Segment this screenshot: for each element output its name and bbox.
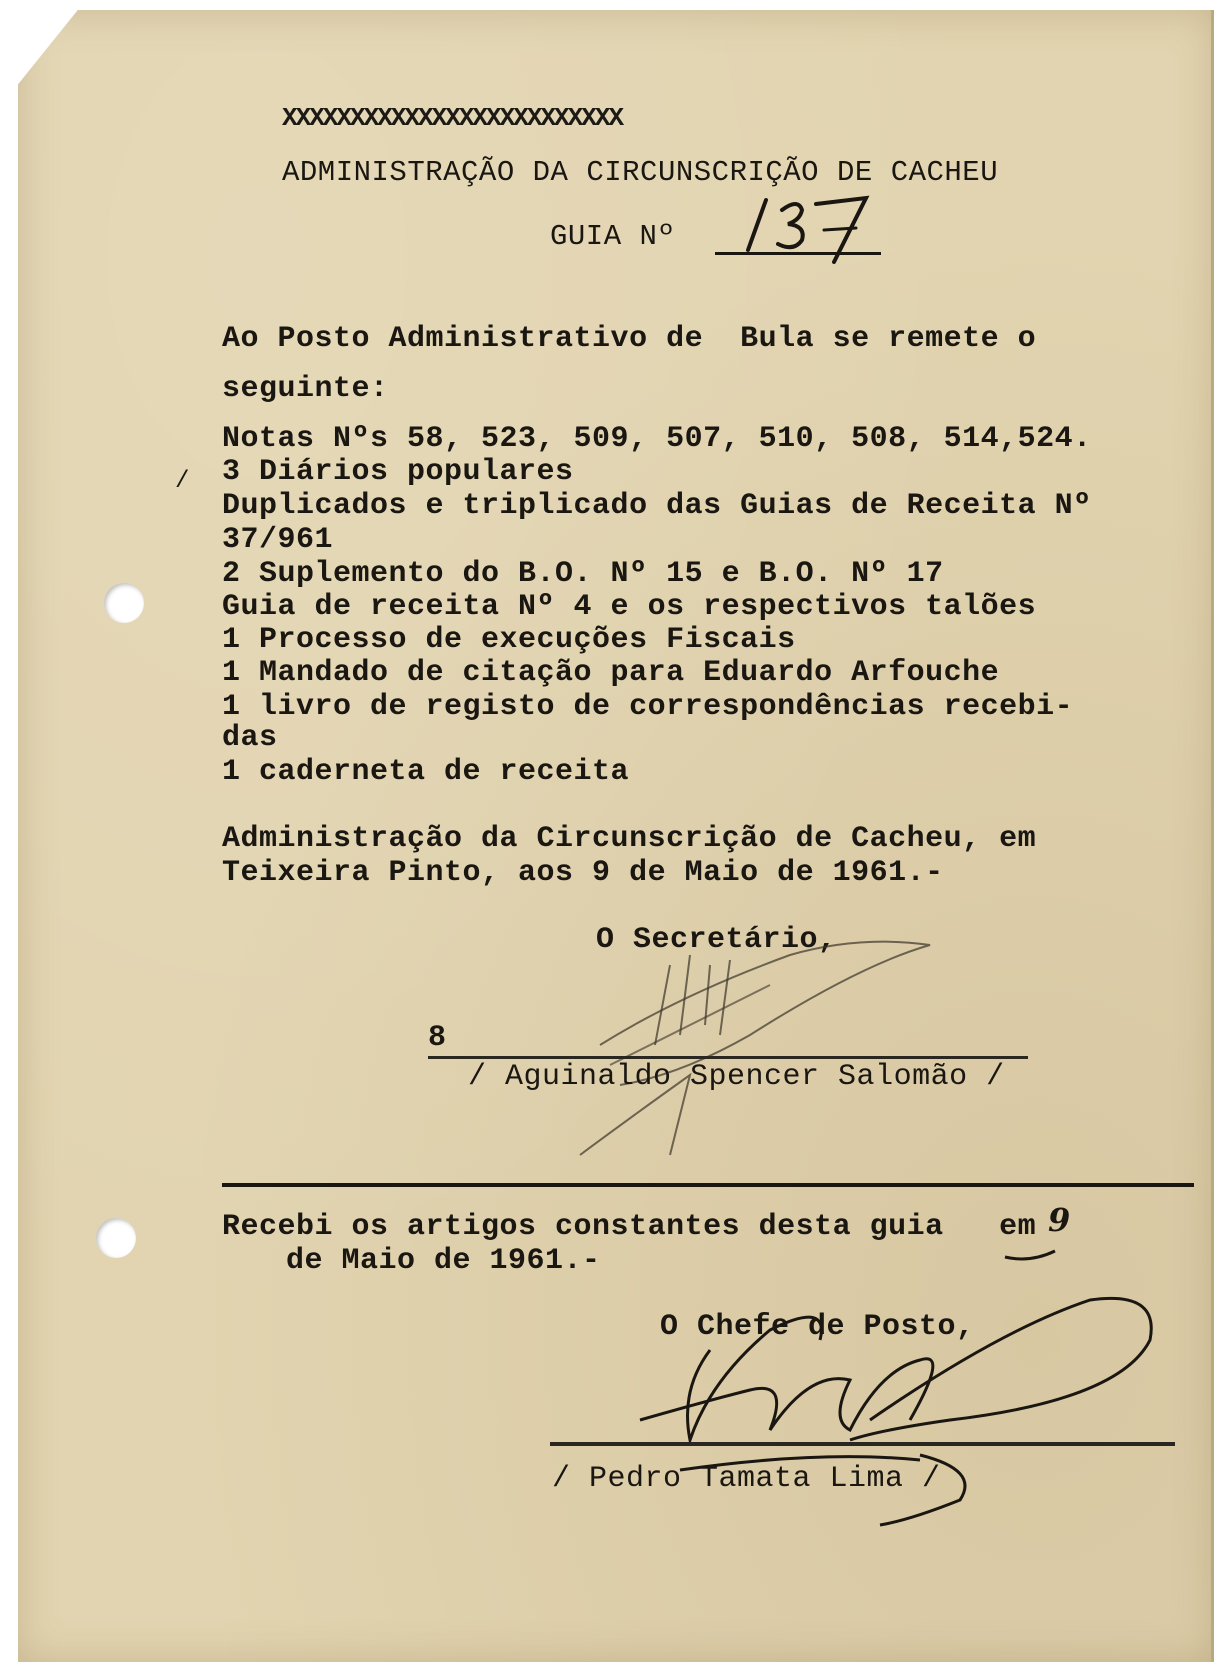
- item-line: das: [222, 721, 278, 755]
- receipt-day-stroke: [1000, 1245, 1060, 1265]
- chief-title: O Chefe de Posto,: [660, 1310, 975, 1344]
- guia-label: GUIA Nº: [550, 220, 676, 253]
- item-line: 1 Mandado de citação para Eduardo Arfouche: [222, 656, 1000, 690]
- secretary-signature: [560, 925, 960, 1165]
- intro-line-2: seguinte:: [222, 372, 389, 406]
- guia-number-handwritten: [720, 180, 890, 270]
- struck-through-header: XXXXXXXXXXXXXXXXXXXXXXXXX: [282, 103, 623, 133]
- receipt-day-handwritten: 9: [1048, 1201, 1071, 1239]
- intro-line-1: Ao Posto Administrativo de Bula se remete o: [222, 322, 1037, 356]
- chief-signature-rule: [550, 1442, 1175, 1446]
- item-line: 1 livro de registo de correspondências recebi-: [222, 690, 1074, 724]
- document-title: ADMINISTRAÇÃO DA CIRCUNSCRIÇÃO DE CACHEU: [282, 156, 999, 189]
- item-line: Notas Nºs 58, 523, 509, 507, 510, 508, 514,524.: [222, 422, 1092, 456]
- item-line: Guia de receita Nº 4 e os respectivos talões: [222, 590, 1037, 624]
- item-line: 1 Processo de execuções Fiscais: [222, 623, 796, 657]
- paper-edge: [1211, 10, 1214, 1662]
- item-line: 37/961: [222, 523, 334, 557]
- secretary-mark: 8: [428, 1021, 447, 1055]
- receipt-line-1: Recebi os artigos constantes desta guia em: [222, 1210, 1037, 1244]
- check-tick: /: [175, 468, 190, 495]
- item-line: 1 caderneta de receita: [222, 755, 630, 789]
- closing-line-1: Administração da Circunscrição de Cacheu, em: [222, 822, 1037, 856]
- secretary-title: O Secretário,: [596, 923, 837, 957]
- receipt-line-2: de Maio de 1961.-: [286, 1244, 601, 1278]
- chief-name: / Pedro Tamata Lima /: [552, 1462, 941, 1496]
- item-line: 3 Diários populares: [222, 455, 574, 489]
- item-line: 2 Suplemento do B.O. Nº 15 e B.O. Nº 17: [222, 557, 944, 591]
- closing-line-2: Teixeira Pinto, aos 9 de Maio de 1961.-: [222, 856, 944, 890]
- item-line: Duplicados e triplicado das Guias de Receita Nº: [222, 489, 1092, 523]
- secretary-name: / Aguinaldo Spencer Salomão /: [468, 1060, 1005, 1094]
- punch-hole-top: [104, 583, 144, 623]
- section-divider: [222, 1183, 1194, 1187]
- punch-hole-bottom: [96, 1218, 136, 1258]
- secretary-signature-rule: [428, 1056, 1028, 1059]
